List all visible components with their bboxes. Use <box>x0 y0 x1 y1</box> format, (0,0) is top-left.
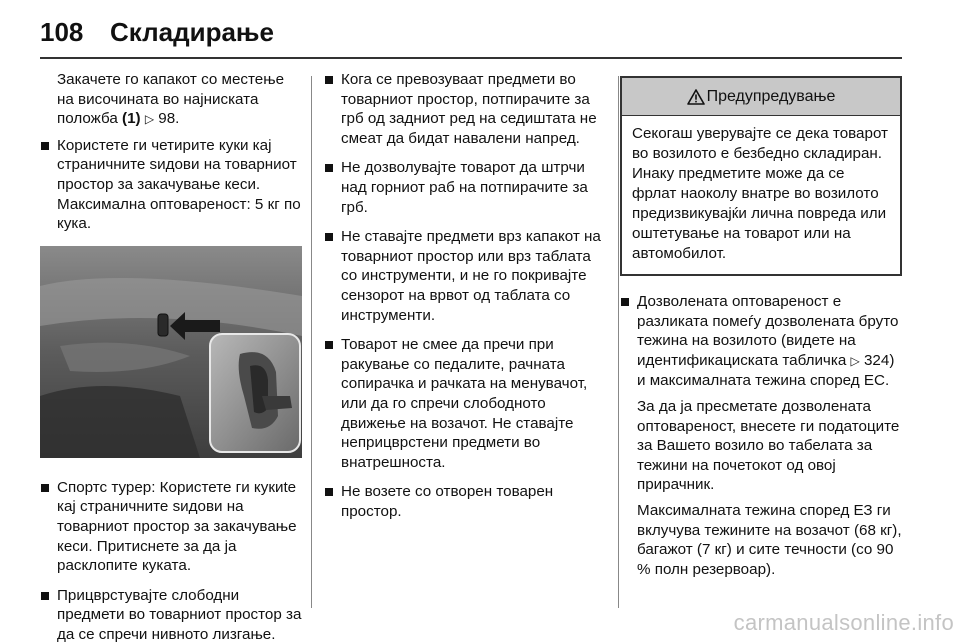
cargo-hook-figure <box>40 246 302 458</box>
intro-paragraph <box>40 70 302 130</box>
bullet-square-icon <box>325 488 333 496</box>
bullet-square-icon <box>325 233 333 241</box>
page-reference-arrow-icon: ▷ <box>144 112 155 127</box>
list-item-text: Товарот не смее да пречи при ракувањe со педалите, рачната сопирачка и рачката на менувачот, или да го спречи слободното движење на возачот. Не ставајте неприцврстени предмети во внатрешноста. <box>341 336 588 471</box>
page-reference-arrow-icon: ▷ <box>850 353 860 368</box>
list-item <box>620 292 902 391</box>
bullet-square-icon <box>41 592 49 600</box>
column-3 <box>620 70 902 589</box>
warning-triangle-icon <box>687 89 705 105</box>
warning-header <box>622 78 900 116</box>
list-item <box>40 478 302 576</box>
list-item-text: Спортс турер: Користете ги кукиte кај страничните ѕидови на товарниот простор за закачување кеси. Притиснете за да ја расклопите кукатa. <box>57 478 297 575</box>
column-divider-1 <box>311 76 312 608</box>
page-link[interactable]: 324) <box>863 351 895 369</box>
paragraph: Максималната тежина според ЕЗ ги вклучува тежините на возачот (68 кг), багажот (7 кг) и сите течности (со 90 % полн резервоар). <box>637 501 902 578</box>
list-item-text: Кога се превозуваат предмети во товарниот простор, потпирачите за грб од задниот ред на седиштата не смеат да бидат навалени напред. <box>341 71 597 147</box>
header-divider <box>40 57 902 59</box>
intro-page-link[interactable]: 98. <box>158 110 180 128</box>
column-2 <box>324 70 606 531</box>
bullet-square-icon <box>325 341 333 349</box>
list-item <box>324 227 606 325</box>
list-item <box>40 586 302 642</box>
intro-ref: (1) <box>122 110 141 128</box>
list-item <box>324 482 606 521</box>
column-1 <box>40 70 302 642</box>
bullet-square-icon <box>41 142 49 150</box>
list-item <box>324 158 606 217</box>
list-item-text: и максималната тежина според ЕС. <box>637 372 890 390</box>
watermark: carmanualsonline.info <box>733 610 954 635</box>
page-title: Складирање <box>110 17 274 47</box>
list-item <box>40 136 302 234</box>
list-item-text: Не дозволувајте товарот да штрчи над горниот раб на потпирачите за грб. <box>341 159 588 216</box>
list-item-text: Прицврстувајте слободни предмети во товарниот простор за да се спречи нивното лизгање. <box>57 586 302 642</box>
list-item <box>324 70 606 148</box>
cargo-hook-illustration <box>40 246 302 458</box>
list-item <box>324 335 606 472</box>
warning-text: Секогаш уверувајте се дека товарот во возилото е безбедно складиран. Инаку предметите може да се фрлат наоколу внатре во возилото предизвикувајќи лична повреда или оштетување на товарот или на автомобилот. <box>632 125 889 262</box>
bullet-square-icon <box>325 164 333 172</box>
warning-box <box>620 76 902 276</box>
warning-title: Предупредување <box>706 87 836 105</box>
bullet-square-icon <box>325 76 333 84</box>
list-item-text: Не возете со отворен товарен простор. <box>341 483 554 520</box>
bullet-square-icon <box>621 298 629 306</box>
paragraph: За да ја пресметате дозволената оптовареност, внесете ги податоците за Вашето возило во табелата за тежини на почетокот од овој прирачник. <box>637 397 900 494</box>
column-divider-2 <box>618 76 619 608</box>
list-item-text: Не ставајте предмети врз капакот на товарниот простор или врз таблата со инструменти, и не го покривајте сензорот на врвот од таблата со инструменти. <box>341 228 601 324</box>
list-item-text: Користете ги четирите куки кај страничните ѕидови на товарниот простор за закачување кеси. Максимална оптовареност: 5 кг по кука. <box>57 136 301 233</box>
intro-text: Закачете го капакот со местење на височината во најниската положба <box>57 71 285 128</box>
list-item-text: Дозволената оптовареност е разликата помеѓу дозволената бруто тежина на возилото (видете на идентификациската табличка <box>637 293 899 369</box>
page-number: 108 <box>40 17 84 47</box>
bullet-square-icon <box>41 484 49 492</box>
